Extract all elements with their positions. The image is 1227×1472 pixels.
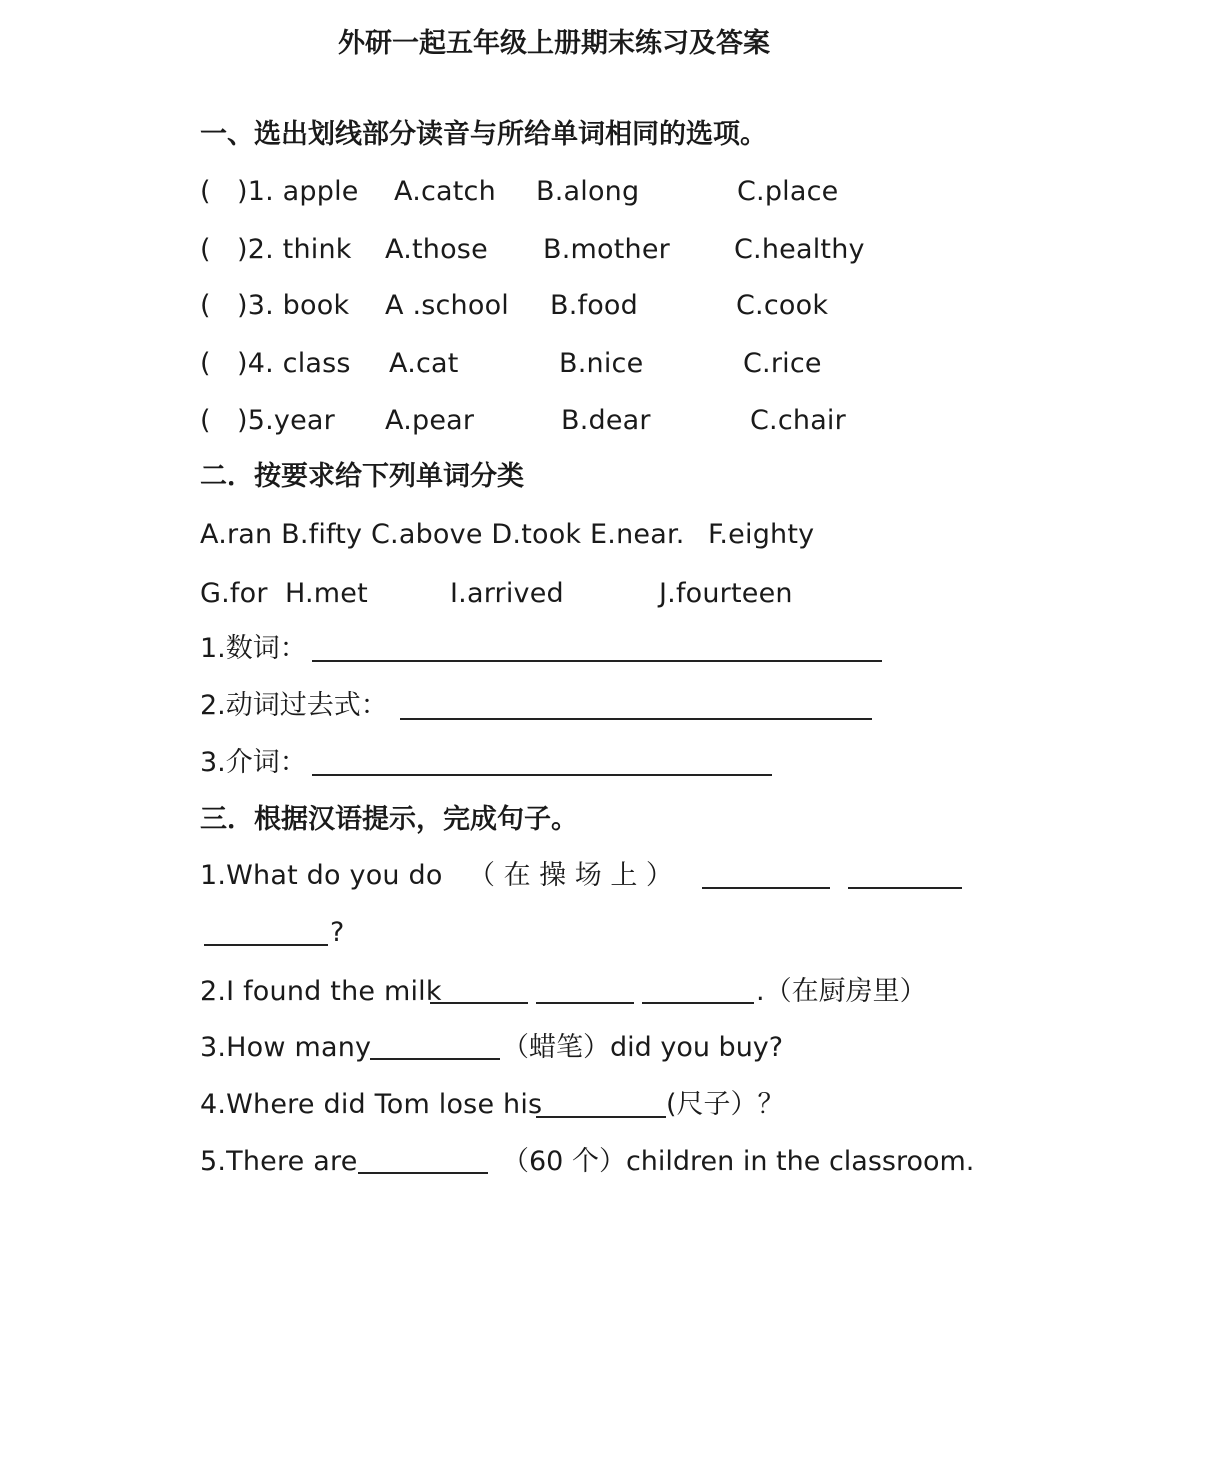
section1-heading: 一、选出划线部分读音与所给单词相同的选项。 bbox=[200, 119, 767, 150]
answer-paren: ( bbox=[200, 290, 211, 321]
option-b: B.dear bbox=[561, 405, 651, 436]
sentence-1-text: 1.What do you do bbox=[200, 860, 443, 891]
sentence-2-blank-3[interactable] bbox=[642, 1002, 754, 1004]
sentence-1-hint: （ 在 操 场 上 ） bbox=[468, 860, 673, 891]
option-c: C.rice bbox=[743, 348, 822, 379]
option-b: B.nice bbox=[559, 348, 644, 379]
option-a: A.cat bbox=[389, 348, 459, 379]
answer-paren: ( bbox=[200, 405, 211, 436]
sentence-5-hint: （60 个）children in the classroom. bbox=[502, 1146, 975, 1177]
sentence-1-question-mark: ? bbox=[330, 917, 345, 948]
question-word: )2. think bbox=[237, 234, 352, 265]
answer-paren: ( bbox=[200, 234, 211, 265]
sentence-1-blank-1[interactable] bbox=[702, 887, 830, 889]
question-word: )4. class bbox=[237, 348, 351, 379]
option-c: C.place bbox=[737, 176, 839, 207]
section3-heading: 三．根据汉语提示，完成句子。 bbox=[200, 804, 578, 835]
sentence-2-blank-2[interactable] bbox=[536, 1002, 634, 1004]
category-numerals-blank[interactable] bbox=[312, 660, 882, 662]
option-a: A.catch bbox=[394, 176, 496, 207]
sentence-5-text: 5.There are bbox=[200, 1146, 358, 1177]
category-prepositions-blank[interactable] bbox=[312, 774, 772, 776]
option-a: A.pear bbox=[385, 405, 475, 436]
option-c: C.healthy bbox=[734, 234, 865, 265]
category-past-tense-label: 2.动词过去式： bbox=[200, 690, 388, 721]
question-word: )3. book bbox=[237, 290, 350, 321]
option-c: C.cook bbox=[736, 290, 829, 321]
worksheet-title: 外研一起五年级上册期末练习及答案 bbox=[338, 28, 770, 59]
sentence-3-blank[interactable] bbox=[370, 1058, 500, 1060]
word-j: J.fourteen bbox=[659, 578, 793, 609]
sentence-2-text: 2.I found the milk bbox=[200, 976, 442, 1007]
category-prepositions-label: 3.介词： bbox=[200, 747, 307, 778]
sentence-2-blank-1[interactable] bbox=[430, 1002, 528, 1004]
option-b: B.mother bbox=[543, 234, 670, 265]
word-list-row-1: A.ran B.fifty C.above D.took E.near. bbox=[200, 519, 685, 550]
answer-paren: ( bbox=[200, 176, 211, 207]
sentence-4-blank[interactable] bbox=[536, 1116, 666, 1118]
category-numerals-label: 1.数词： bbox=[200, 633, 307, 664]
option-a: A.those bbox=[385, 234, 488, 265]
section2-heading: 二．按要求给下列单词分类 bbox=[200, 461, 524, 492]
sentence-5-blank[interactable] bbox=[358, 1172, 488, 1174]
option-c: C.chair bbox=[750, 405, 846, 436]
sentence-3-text: 3.How many bbox=[200, 1032, 372, 1063]
option-b: B.along bbox=[536, 176, 640, 207]
option-b: B.food bbox=[550, 290, 638, 321]
sentence-4-text: 4.Where did Tom lose his bbox=[200, 1089, 543, 1120]
word-g: G.for bbox=[200, 578, 268, 609]
word-h: H.met bbox=[285, 578, 368, 609]
answer-paren: ( bbox=[200, 348, 211, 379]
sentence-1-blank-3[interactable] bbox=[204, 944, 328, 946]
sentence-2-hint: .（在厨房里） bbox=[756, 976, 927, 1007]
word-f: F.eighty bbox=[708, 519, 815, 550]
option-a: A .school bbox=[385, 290, 509, 321]
word-i: I.arrived bbox=[450, 578, 564, 609]
category-past-tense-blank[interactable] bbox=[400, 718, 872, 720]
sentence-4-hint: (尺子）？ bbox=[666, 1089, 785, 1120]
sentence-3-hint: （蜡笔）did you buy? bbox=[502, 1032, 784, 1063]
question-word: )5.year bbox=[237, 405, 335, 436]
question-word: )1. apple bbox=[237, 176, 359, 207]
sentence-1-blank-2[interactable] bbox=[848, 887, 962, 889]
